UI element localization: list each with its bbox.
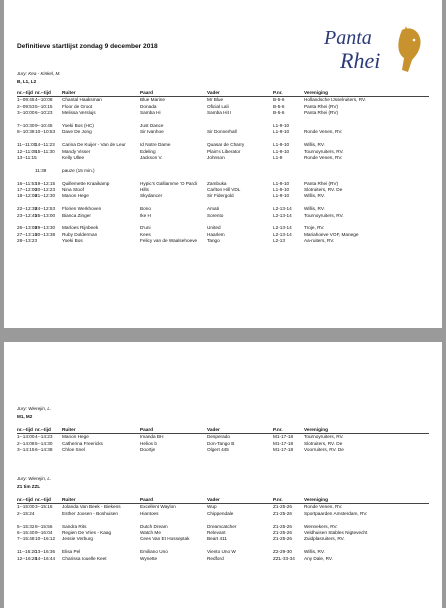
- sire-cell: Sorento: [207, 212, 224, 218]
- horse-cell: Bono: [140, 206, 151, 212]
- class-label: B, L1, L2: [17, 79, 37, 84]
- club-cell: Willis, RV.: [304, 193, 325, 199]
- start-number-1: 11--16:20: [17, 549, 37, 555]
- club-cell: Wennekers, RV.: [304, 523, 338, 529]
- start-number-1: 6--15:40: [17, 530, 35, 536]
- test-number-cell: Z1-25-26: [273, 504, 293, 510]
- column-header: P.nr.: [273, 90, 283, 95]
- start-number-1: 1--14:00: [17, 434, 35, 440]
- logo-text-rhei: Rhei: [340, 48, 381, 73]
- rider-cell: Elisa Pel: [62, 549, 81, 555]
- test-number-cell: L1-9-10: [273, 129, 290, 135]
- rider-cell: Regien De Vries - Kaag: [62, 530, 112, 536]
- rider-cell: Bianca Zinger: [62, 212, 91, 218]
- start-number-2: 21--12:30: [35, 193, 56, 199]
- column-header: Ruiter: [62, 90, 76, 95]
- document-page-1: [4, 0, 442, 328]
- test-number-cell: Z1-25-26: [273, 530, 293, 536]
- club-cell: Aa-ruiters, RV.: [304, 238, 335, 244]
- rider-cell: Yoeki Bos: [62, 238, 83, 244]
- column-header: Vereniging: [304, 90, 328, 95]
- test-number-cell: L1-9-10: [273, 180, 290, 186]
- rider-cell: Sandra Rits: [62, 523, 87, 529]
- test-number-cell: L2-13-14: [273, 231, 292, 237]
- startlist-table: [17, 90, 429, 245]
- rider-cell: Kelly Ullee: [62, 155, 85, 161]
- start-number-2: 15--11:30: [35, 148, 55, 154]
- start-number-1: 8--10:38: [17, 129, 35, 135]
- sire-cell: Amati: [207, 206, 219, 212]
- column-header: Ruiter: [62, 497, 76, 502]
- sire-cell: Tango: [207, 238, 220, 244]
- column-header: Vader: [207, 427, 220, 432]
- start-number-1: 2--15:24: [17, 510, 35, 516]
- rider-cell: Jessie Verburg: [62, 536, 94, 542]
- rider-cell: Manon Hege: [62, 434, 89, 440]
- document-page-2: [4, 342, 442, 608]
- test-number-cell: Z1-25-26: [273, 536, 293, 542]
- horse-cell: Wynette: [140, 555, 158, 561]
- jury-label: Jury: Kea - Kinkel, M.: [17, 71, 61, 76]
- start-number-2: 5--10:15: [35, 103, 53, 109]
- start-number-1: 2--14:08: [17, 440, 35, 446]
- horse-cell: Excellent Waylon: [140, 504, 176, 510]
- horse-cell: Kees: [140, 231, 151, 237]
- horse-cell: Just Dance: [140, 123, 164, 129]
- club-cell: Zuidplasruiters, RV.: [304, 536, 345, 542]
- test-number-cell: M1-17-18: [273, 440, 294, 446]
- rider-cell: Nina Stoof: [62, 187, 84, 193]
- test-number-cell: L1-9-10: [273, 148, 290, 154]
- horse-cell: Helios b: [140, 440, 157, 446]
- horse-cell: Doortje: [140, 447, 156, 453]
- start-number-2: 10--16:12: [35, 536, 56, 542]
- sire-cell: Johnson: [207, 155, 225, 161]
- jury-label: Jury: Wierejin, L.: [17, 476, 52, 481]
- sire-cell: Samba Hit I: [207, 110, 232, 116]
- sire-cell: Dreamcatcher: [207, 523, 237, 529]
- column-header: Vader: [207, 497, 220, 502]
- table-row: [17, 238, 429, 244]
- horse-cell: Blue Marine: [140, 97, 166, 103]
- column-header: Vereniging: [304, 427, 328, 432]
- sire-cell: Haarlem: [207, 231, 225, 237]
- club-cell: Panta Rhei (RV): [304, 180, 339, 186]
- horse-cell: Imanda BH: [140, 434, 164, 440]
- horse-cell: Skydancer: [140, 193, 163, 199]
- horse-cell: Felicy van de Waalsehoeve: [140, 238, 198, 244]
- test-number-cell: Z1-25-26: [273, 510, 293, 516]
- rider-cell: Mandy Visser: [62, 148, 91, 154]
- column-header: Paard: [140, 90, 154, 95]
- club-cell: Willis, RV.: [304, 549, 325, 555]
- club-cell: Any Dale, RV.: [304, 555, 333, 561]
- rider-cell: Manon Hege: [62, 193, 89, 199]
- start-number-1: 17--12:00: [17, 187, 38, 193]
- start-number-1: 12--11:08: [17, 148, 37, 154]
- column-header: nr.--tijd: [35, 427, 51, 432]
- horse-cell: Dutch Dream: [140, 523, 168, 529]
- club-cell: Tournoyruiters, RV.: [304, 148, 344, 154]
- start-number-1: 1--09:45: [17, 97, 35, 103]
- horse-cell: Cees Van Et Hosseptak: [140, 536, 190, 542]
- start-number-1: 23--12:45: [17, 212, 38, 218]
- start-number-2: 8--15:56: [35, 523, 53, 529]
- start-number-2: 6--10:23: [35, 110, 53, 116]
- start-number-2: 11:38: [35, 167, 47, 173]
- horse-cell: Donada: [140, 103, 157, 109]
- start-number-2: 20--12:23: [35, 187, 56, 193]
- club-cell: Panta Rhei (RV): [304, 103, 339, 109]
- sire-cell: Redford: [207, 555, 224, 561]
- column-header: nr.--tijd: [17, 497, 33, 502]
- start-number-1: 26--13:08: [17, 225, 38, 231]
- test-number-cell: B-5-6: [273, 103, 285, 109]
- sire-cell: Sir Donnerhall: [207, 129, 237, 135]
- start-number-2: 14--11:23: [35, 142, 55, 148]
- start-number-1: 7--10:30: [17, 123, 35, 129]
- club-cell: Willis, RV.: [304, 206, 325, 212]
- test-number-cell: B-5-6: [273, 110, 285, 116]
- start-number-2: 4--14:23: [35, 434, 53, 440]
- column-header: nr.--tijd: [35, 90, 51, 95]
- start-number-2: 9--10:45: [35, 123, 53, 129]
- column-header: nr.--tijd: [35, 497, 51, 502]
- rider-cell: pauze (15 min.): [62, 167, 95, 173]
- sire-cell: Viento Uno W: [207, 549, 236, 555]
- column-header: Paard: [140, 497, 154, 502]
- table-row: [17, 504, 429, 511]
- sire-cell: Carlton Hill VDL: [207, 187, 241, 193]
- column-header: Paard: [140, 427, 154, 432]
- test-number-cell: L2-13-14: [273, 212, 292, 218]
- sire-cell: Sir Fidergold: [207, 193, 234, 199]
- sire-cell: Plain's Liberator: [207, 148, 241, 154]
- test-number-cell: L1-9-10: [273, 187, 290, 193]
- sire-cell: Chippendale: [207, 510, 234, 516]
- test-number-cell: L1-9-10: [273, 193, 290, 199]
- rider-cell: Chloe Snel: [62, 447, 85, 453]
- rider-cell: Ruby Dolderman: [62, 231, 98, 237]
- sire-cell: Mr Blue: [207, 97, 224, 103]
- start-number-2: 6--14:38: [35, 447, 53, 453]
- test-number-cell: Z2-29-30: [273, 549, 293, 555]
- rider-cell: Catherina Freericks: [62, 440, 103, 446]
- club-cell: Slotruiters, RV. De: [304, 440, 343, 446]
- logo-text-panta: Panta: [324, 27, 372, 49]
- start-number-1: 12--16:28: [17, 555, 38, 561]
- sire-cell: Relevant: [207, 530, 226, 536]
- start-number-2: 5--14:30: [35, 440, 53, 446]
- start-number-2: 25--13:00: [35, 212, 56, 218]
- start-number-1: 11--11:00: [17, 142, 37, 148]
- rider-cell: Esther Joosen - Boshuisen: [62, 510, 119, 516]
- test-number-cell: L2-13: [273, 238, 285, 244]
- test-number-cell: L2-13-14: [273, 225, 292, 231]
- column-header: P.nr.: [273, 497, 283, 502]
- start-number-1: 3--14:15: [17, 447, 35, 453]
- start-number-1: 22--12:38: [17, 206, 38, 212]
- startlist-table: [17, 497, 429, 562]
- test-number-cell: L1-9-10: [273, 142, 290, 148]
- sire-cell: Don-Tango B: [207, 440, 235, 446]
- horse-cell: Hypic's Galliamme 'O Pardi: [140, 180, 197, 186]
- start-number-2: 13--16:36: [35, 549, 56, 555]
- start-number-2: 10--10:53: [35, 129, 56, 135]
- test-number-cell: ZZL-33-34: [273, 555, 295, 561]
- club-cell: Ronde Venen, RV.: [304, 129, 343, 135]
- start-number-1: 13--11:15: [17, 155, 37, 161]
- class-label: Z1 tim ZZL: [17, 484, 41, 489]
- page-title: Definitieve startlijst zondag 9 december 2018: [17, 43, 158, 50]
- rider-cell: Dave De Jong: [62, 129, 92, 135]
- start-number-1: 7--15:48: [17, 536, 35, 542]
- table-header-row: [17, 90, 429, 97]
- club-cell: Willis, RV.: [304, 142, 325, 148]
- horse-cell: D'uni: [140, 225, 151, 231]
- club-cell: Troje, RV.: [304, 225, 325, 231]
- section-z1-zzl: [17, 476, 51, 489]
- horse-cell: Emiliano Uno: [140, 549, 168, 555]
- start-number-2: [35, 238, 62, 244]
- table-row: [17, 447, 429, 453]
- club-cell: Tournoyruiters, RV.: [304, 434, 344, 440]
- club-cell: Voorruiters, RV. De: [304, 447, 344, 453]
- table-row: [17, 434, 429, 441]
- rider-cell: Floor de Groot: [62, 103, 93, 109]
- start-number-2: 3--15:16: [35, 504, 53, 510]
- horse-cell: Hills: [140, 187, 149, 193]
- table-row: [17, 511, 429, 517]
- rider-cell: Jolanda Van Beek - Biekens: [62, 504, 121, 510]
- horse-head-icon: [398, 26, 420, 72]
- sire-cell: Olgert 445: [207, 447, 229, 453]
- section-m1-m2: [17, 406, 51, 419]
- sire-cell: Zambuka: [207, 180, 227, 186]
- start-number-1: 16--11:53: [17, 180, 37, 186]
- club-cell: Mariahoeve VOF, Manege: [304, 231, 359, 237]
- column-header: Ruiter: [62, 427, 76, 432]
- column-header: nr.--tijd: [17, 90, 33, 95]
- column-header: Vereniging: [304, 497, 328, 502]
- club-cell: Sportpaarden Amsterdam, RV.: [304, 510, 368, 516]
- start-number-2: 24--12:53: [35, 206, 56, 212]
- column-header: Vader: [207, 90, 220, 95]
- start-number-1: 28--13:23: [17, 238, 38, 244]
- rider-cell: Chantal Haaksman: [62, 97, 102, 103]
- club-cell: Panta Rhei (RV): [304, 110, 339, 116]
- test-number-cell: L2-13-14: [273, 206, 292, 212]
- club-cell: Tournoyruiters, RV.: [304, 212, 344, 218]
- horse-cell: Ike H: [140, 212, 151, 218]
- start-number-2: 19--12:15: [35, 180, 56, 186]
- panta-rhei-logo: [322, 20, 430, 80]
- jury-label: Jury: Wierejin, L.: [17, 406, 52, 411]
- start-number-1: 18--12:08: [17, 193, 38, 199]
- startlist-table: [17, 427, 429, 454]
- rider-cell: Quillemette Kraaikamp: [62, 180, 110, 186]
- start-number-2: 4--10:08: [35, 97, 53, 103]
- test-number-cell: B-5-6: [273, 97, 285, 103]
- rider-cell: Carina De Kuijer - Van de Leur: [62, 142, 126, 148]
- start-number-2: 29--13:30: [35, 225, 56, 231]
- rider-cell: Yoeki Bos (HC): [62, 123, 94, 129]
- start-number-2: 30--13:38: [35, 231, 56, 237]
- sire-cell: Beart 411: [207, 536, 227, 542]
- test-number-cell: L1-9-10: [273, 123, 290, 129]
- horse-cell: Hiantoes: [140, 510, 159, 516]
- horse-cell: Edeling: [140, 148, 156, 154]
- rider-cell: Charissa Iouelle Keet: [62, 555, 107, 561]
- start-number-1: 2--09:53: [17, 103, 35, 109]
- club-cell: Ronde Venen, RV.: [304, 504, 343, 510]
- club-cell: Slotruiters, RV. De: [304, 187, 343, 193]
- table-row: [17, 556, 429, 562]
- horse-cell: Jackson V.: [140, 155, 163, 161]
- test-number-cell: L1-9: [273, 155, 283, 161]
- test-number-cell: Z1-25-26: [273, 523, 293, 529]
- start-number-1: 27--13:15: [17, 231, 38, 237]
- table-header-row: [17, 497, 429, 504]
- sire-cell: Oficial Lali: [207, 103, 229, 109]
- sire-cell: Wup: [207, 504, 217, 510]
- sire-cell: Quasar de Charry: [207, 142, 245, 148]
- sire-cell: United: [207, 225, 221, 231]
- start-number-1: 5--15:32: [17, 523, 35, 529]
- horse-cell: Watch Me: [140, 530, 161, 536]
- club-cell: Ronde Venen, RV.: [304, 155, 343, 161]
- start-number-2: 9--16:04: [35, 530, 53, 536]
- rider-cell: Melissa Verslujs: [62, 110, 96, 116]
- start-number-1: 3--10:00: [17, 110, 35, 116]
- test-number-cell: M1-17-18: [273, 447, 294, 453]
- column-header: P.nr.: [273, 427, 283, 432]
- club-cell: Veldhuisen Stables Nigtevecht: [304, 530, 368, 536]
- horse-cell: Id Notre Dame: [140, 142, 171, 148]
- start-number-1: 1--15:00: [17, 504, 35, 510]
- club-cell: Hollandsche IJsselruiters, RV.: [304, 97, 367, 103]
- class-label: M1, M2: [17, 414, 33, 419]
- table-row: [17, 97, 429, 104]
- start-number-2: 14--16:44: [35, 555, 56, 561]
- sire-cell: Desperado: [207, 434, 230, 440]
- column-header: nr.--tijd: [17, 427, 33, 432]
- horse-cell: Sir Ivanhoe: [140, 129, 164, 135]
- test-number-cell: M1-17-18: [273, 434, 294, 440]
- horse-cell: Samba Hi: [140, 110, 161, 116]
- rider-cell: Florien Werkhoven: [62, 206, 102, 212]
- table-header-row: [17, 427, 429, 434]
- section-b-l1-l2: [17, 71, 61, 84]
- rider-cell: Marloes Rijnbeek: [62, 225, 99, 231]
